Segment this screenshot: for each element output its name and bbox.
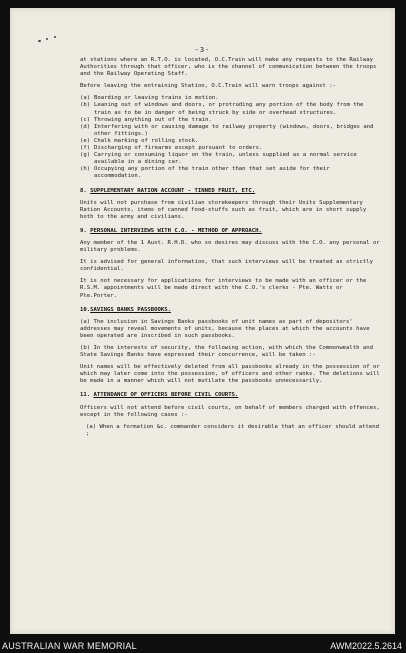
paragraph-passbook-b: (b) In the interests of security, the following action, with which the Commonwealth and State Savings Banks have expressed their concurrence, will be taken :- xyxy=(80,345,377,359)
list-item: (f) Discharging of firearms except pursuant to orders. xyxy=(80,145,263,152)
warning-list xyxy=(80,95,380,180)
section-heading-8: 8. SUPPLEMENTARY RATION ACCOUNT - TINNED FRUIT, ETC. xyxy=(80,187,256,194)
paragraph-courts: Officers will not attend before civil courts, on behalf of members charged with offences, except in the following cases :- xyxy=(80,404,384,418)
document-body xyxy=(80,57,384,443)
list-item: (e) Chalk marking of rolling stock. xyxy=(80,137,199,144)
ink-speck xyxy=(46,38,48,40)
list-item: (b) Leaning out of windows and doors, or protruding any portion of the body from the train as to be in danger of being struck by side or overhead structures. xyxy=(80,102,367,116)
paragraph-rto: at stations where an R.T.O. is located, O.C.Train will make any requests to the Railway Authorities through that officer, who is the channel of communication between the troops and the Railway Operating Staff. xyxy=(80,57,380,78)
list-item: (a) Boarding or leaving trains in motion. xyxy=(80,95,219,102)
list-item: (d) Interfering with or causing damage to railway property (windows, doors, bridges and other fittings.) xyxy=(80,123,377,137)
ink-speck xyxy=(38,40,41,42)
section-heading-9: 9. PERSONAL INTERVIEWS WITH C.O. - METHOD OF APPROACH. xyxy=(80,227,262,234)
section-heading-10: 10.SAVINGS BANKS PASSBOOKS. xyxy=(80,306,171,313)
paragraph-interview-3: It is not necessary for applications for interviews to be made with an officer or the R.S.M. appointments will be made direct with the C.O.'s clerks - Pte. Watts or Pte.Porter. xyxy=(80,278,370,299)
paragraph-passbook-c: Unit names will be effectively deleted from all passbooks already in the possession of or which may later come into the possession, of officers and other ranks. The deletions will be made in a manner which will not mutilate the passbooks unnecessarily. xyxy=(80,364,384,385)
paragraph-warn-intro: Before leaving the entraining Station, O.C.Train will warn troops against :- xyxy=(80,83,336,90)
paragraph-ration: Units will not purchase from civilian storekeepers through their Units Supplementary Ration Accounts, items of canned food-stuffs such as fruit, which are in short supply both to the army and civilians. xyxy=(80,199,370,220)
paragraph-courts-a: (a) When a formation &c. commander considers it desirable that an officer should attend ; xyxy=(86,423,383,437)
list-item: (g) Carrying or consuming liquor on the train, unless supplied as a normal service available in a dining car. xyxy=(80,152,361,166)
section-heading-11: 11. ATTENDANCE OF OFFICERS BEFORE CIVIL COURTS. xyxy=(80,392,239,399)
ink-speck xyxy=(54,36,56,38)
list-item: (c) Throwing anything out of the train. xyxy=(80,116,212,123)
accession-number: AWM2022.5.2614 xyxy=(330,641,402,651)
paragraph-interview-2: It is advised for general information, that such interviews will be treated as strictly confidential. xyxy=(80,259,377,273)
paragraph-interview-1: Any member of the 1 Aust. R.H.D. who so desires may discuss with the C.O. any personal or military problems. xyxy=(80,239,384,254)
document-page xyxy=(10,8,395,634)
institution-name: AUSTRALIAN WAR MEMORIAL xyxy=(2,641,137,651)
footer-bar xyxy=(0,638,406,653)
page-number: -3- xyxy=(194,46,211,54)
paragraph-passbook-a: (a) The inclusion in Savings Banks passbooks of unit names as part of depositors' addresses may reveal movements of units, because the places at which the accounts have been operated are inscribed in such passbooks. xyxy=(80,318,373,339)
list-item: (h) Occupying any portion of the train other than that set aside for their accommodation. xyxy=(80,166,334,180)
